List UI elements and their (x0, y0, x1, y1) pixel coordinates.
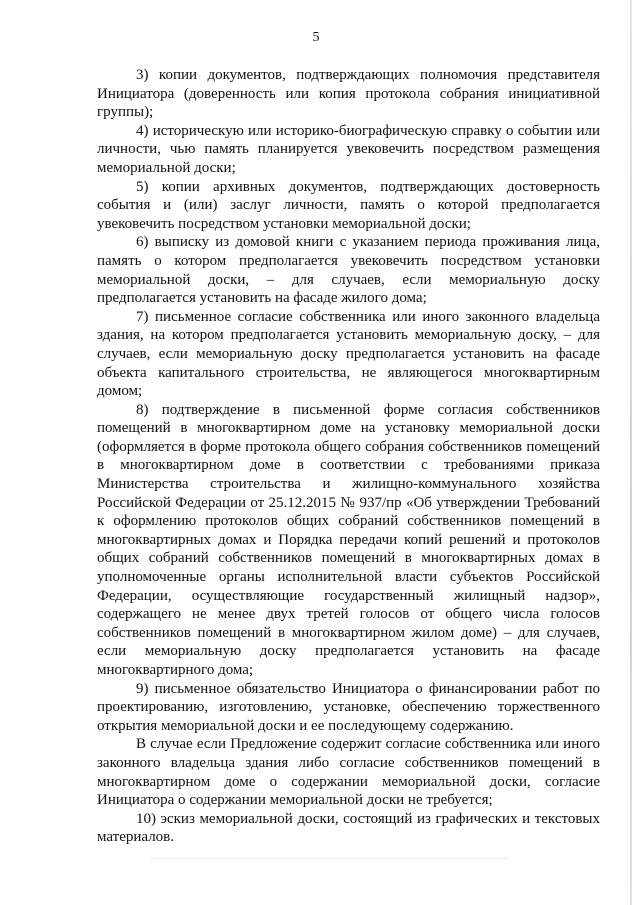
list-item-7: 7) письменное согласие собственника или иного законного владельца здания, на котором предполагается установить мемориальную доску, – для случаев, если мемориальную доску предполагается установить на фасаде объекта капитального строительства, не являющегося многоквартирным домом; (97, 308, 600, 400)
list-item-6: 6) выписку из домовой книги с указанием периода проживания лица, память о котором предполагается увековечить посредством установки мемориальной доски, – для случаев, если мемориальную доску предполагается установить на фасаде жилого дома; (97, 234, 600, 307)
exception-paragraph: В случае если Предложение содержит согласие собственника или иного законного владельца здания либо согласие собственников помещений в многоквартирном доме о содержании мемориальной доски, согласие Инициатора о содержании мемориальной доски не требуется; (97, 736, 600, 809)
list-item-4: 4) историческую или историко-биографическую справку о событии или личности, чью память планируется увековечить посредством размещения мемориальной доски; (97, 122, 600, 176)
list-item-3: 3) копии документов, подтверждающих полномочия представителя Инициатора (доверенность или копия протокола собрания инициативной группы); (97, 67, 600, 121)
list-item-10: 10) эскиз мемориальной доски, состоящий из графических и текстовых материалов. (97, 810, 600, 846)
page-number: 5 (312, 30, 320, 45)
scan-artifact-line (150, 858, 510, 859)
document-body (97, 66, 600, 847)
list-item-5: 5) копии архивных документов, подтверждающих достоверность события и (или) заслуг личности, память о которой предполагается увековечить посредством установки мемориальной доски; (97, 178, 600, 232)
list-item-9: 9) письменное обязательство Инициатора о финансировании работ по проектированию, изготовлению, установке, обеспечению торжественного открытия мемориальной доски и ее последующему содержанию. (97, 680, 600, 734)
list-item-8: 8) подтверждение в письменной форме согласия собственников помещений в многоквартирном доме на установку мемориальной доски (оформляется в форме протокола общего собрания собственников помещений в многоквартирном доме в соответствии с требованиями приказа Министерства строительства и жилищно-коммунального хозяйства Российской Федерации от 25.12.2015 № 937/пр «Об утверждении Требований к оформлению протоколов общих собраний собственников помещений в многоквартирных домах и Порядка передачи копий решений и протоколов общих собраний собственников помещений в многоквартирных домах в уполномоченные органы исполнительной власти субъектов Российской Федерации, осуществляющие государственный жилищный надзор», содержащего не менее двух третей голосов от общего числа голосов собственников помещений в многоквартирном жилом доме) – для случаев, если мемориальную доску предполагается установить на фасаде многоквартирного дома; (97, 401, 600, 678)
